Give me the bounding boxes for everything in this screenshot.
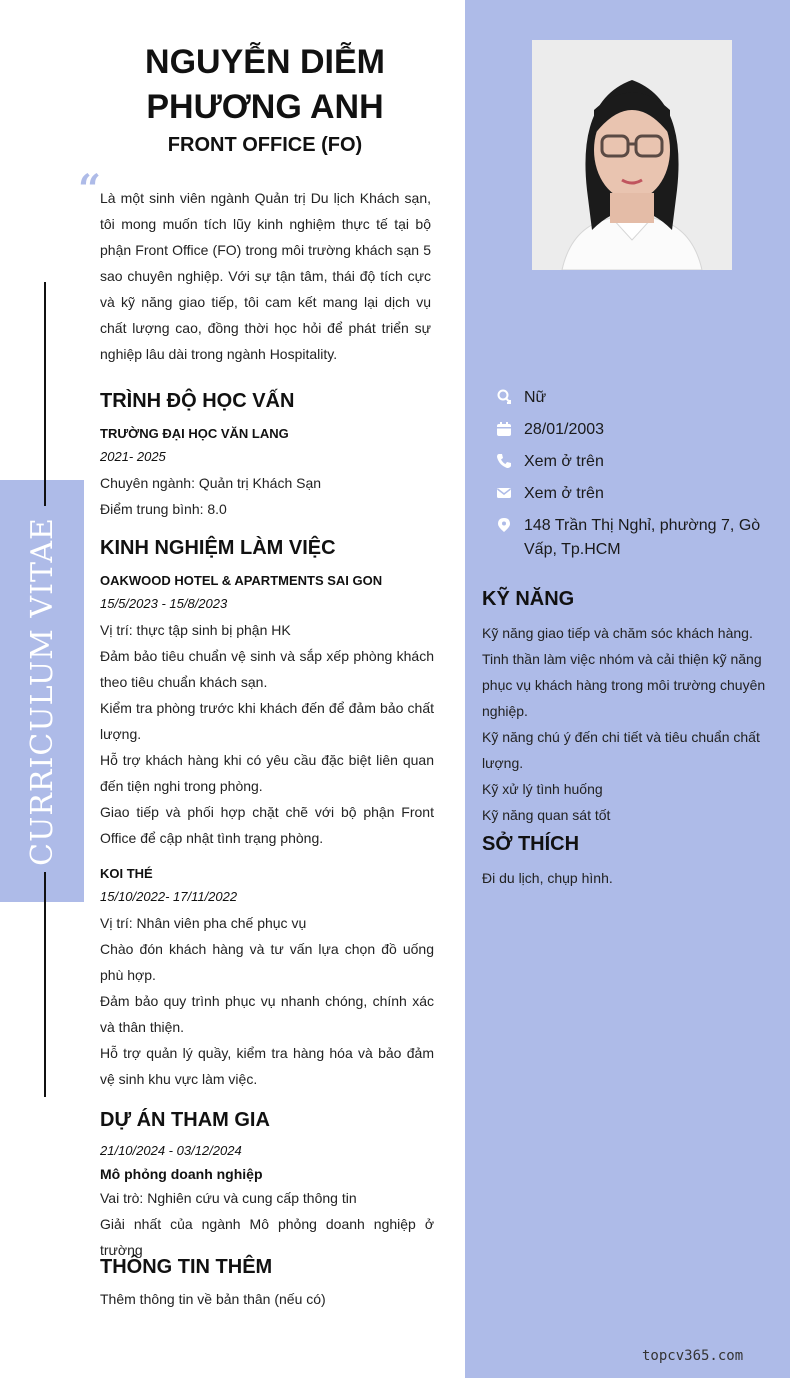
contact-text: Nữ xyxy=(524,389,547,406)
divider-line-bottom xyxy=(44,872,46,1097)
job-line: Kiểm tra phòng trước khi khách đến để đảm bảo chất lượng. xyxy=(100,700,434,742)
project-line: Giải nhất của ngành Mô phỏng doanh nghiệp ở trường xyxy=(100,1216,434,1258)
job-line: Hỗ trợ khách hàng khi có yêu cầu đặc biệt liên quan đến tiện nghi trong phòng. xyxy=(100,752,434,794)
skill-line: Tinh thần làm việc nhóm và cải thiện kỹ năng phục vụ khách hàng trong môi trường chuyên nghiệp. xyxy=(482,651,766,719)
hobbies-section xyxy=(482,831,772,891)
skill-line: Kỹ năng chú ý đến chi tiết và tiêu chuẩn chất lượng. xyxy=(482,729,760,771)
education-section xyxy=(100,388,434,522)
contact-email xyxy=(496,482,776,506)
company-name: KOI THÉ xyxy=(100,866,153,881)
side-label-wrap xyxy=(0,480,84,902)
experience-item-2 xyxy=(100,864,434,1092)
additional-title: THÔNG TIN THÊM xyxy=(100,1256,273,1278)
job-line: Vị trí: Nhân viên pha chế phục vụ xyxy=(100,915,307,931)
job-line: Hỗ trợ quản lý quầy, kiểm tra hàng hóa và bảo đảm vệ sinh khu vực làm việc. xyxy=(100,1045,434,1087)
job-line: Giao tiếp và phối hợp chặt chẽ với bộ phận Front Office để cập nhật tình trạng phòng. xyxy=(100,804,434,846)
job-line: Đảm bảo quy trình phục vụ nhanh chóng, chính xác và thân thiện. xyxy=(100,993,434,1035)
job-period: 15/10/2022- 17/11/2022 xyxy=(100,889,238,904)
skill-line: Kỹ năng giao tiếp và chăm sóc khách hàng. xyxy=(482,625,753,641)
job-line: Đảm bảo tiêu chuẩn vệ sinh và sắp xếp phòng khách theo tiêu chuẩn khách sạn. xyxy=(100,648,434,690)
gender-icon xyxy=(496,389,512,405)
contact-text: 148 Trần Thị Nghỉ, phường 7, Gò Vấp, Tp.HCM xyxy=(524,517,761,558)
portrait-image xyxy=(532,40,732,270)
projects-section xyxy=(100,1107,434,1263)
hobbies-title: SỞ THÍCH xyxy=(482,833,580,855)
contact-list xyxy=(496,386,776,570)
watermark: topcv365.com xyxy=(642,1348,744,1364)
experience-section xyxy=(100,535,434,851)
skill-line: Kỹ xử lý tình huống xyxy=(482,781,603,797)
phone-icon xyxy=(496,453,512,469)
contact-text: 28/01/2003 xyxy=(524,421,605,438)
projects-title: DỰ ÁN THAM GIA xyxy=(100,1109,270,1131)
quote-icon: “ xyxy=(78,166,102,213)
contact-text: Xem ở trên xyxy=(524,453,604,470)
email-icon xyxy=(496,485,512,501)
skills-title: KỸ NĂNG xyxy=(482,588,575,610)
education-line: Điểm trung bình: 8.0 xyxy=(100,501,227,517)
contact-gender xyxy=(496,386,776,410)
divider-line-top xyxy=(44,282,46,506)
hobbies-text: Đi du lịch, chụp hình. xyxy=(482,870,613,886)
career-objective: Là một sinh viên ngành Quản trị Du lịch Khách sạn, tôi mong muốn tích lũy kinh nghiệm thực tế tại bộ phận Front Office (FO) trong môi trường khách sạn 5 sao chuyên nghiệp. Với sự tận tâm, thái độ tích cực và kỹ năng giao tiếp, tôi cam kết mang lại dịch vụ chất lượng cao, đồng thời học hỏi để phát triển sự nghiệp lâu dài trong ngành Hospitality. xyxy=(100,190,431,362)
additional-section xyxy=(100,1254,434,1312)
skills-section xyxy=(482,586,772,828)
project-name: Mô phỏng doanh nghiệp xyxy=(100,1166,263,1182)
education-title: TRÌNH ĐỘ HỌC VẤN xyxy=(100,390,295,412)
contact-birthday xyxy=(496,418,776,442)
additional-text: Thêm thông tin về bản thân (nếu có) xyxy=(100,1291,326,1307)
job-line: Chào đón khách hàng và tư vấn lựa chọn đồ uống phù hợp. xyxy=(100,941,434,983)
location-icon xyxy=(496,517,512,533)
contact-text: Xem ở trên xyxy=(524,485,604,502)
candidate-name: NGUYỄN DIỄM PHƯƠNG ANH xyxy=(145,43,385,126)
project-line: Vai trò: Nghiên cứu và cung cấp thông tin xyxy=(100,1190,357,1206)
school-name: TRƯỜNG ĐẠI HỌC VĂN LANG xyxy=(100,426,289,441)
experience-title: KINH NGHIỆM LÀM VIỆC xyxy=(100,537,336,559)
job-line: Vị trí: thực tập sinh bị phận HK xyxy=(100,622,291,638)
profile-photo xyxy=(532,40,732,270)
skill-line: Kỹ năng quan sát tốt xyxy=(482,807,611,823)
job-position: FRONT OFFICE (FO) xyxy=(167,134,363,156)
job-period: 15/5/2023 - 15/8/2023 xyxy=(100,596,228,611)
education-line: Chuyên ngành: Quản trị Khách Sạn xyxy=(100,475,322,491)
project-period: 21/10/2024 - 03/12/2024 xyxy=(100,1143,242,1158)
education-period: 2021- 2025 xyxy=(100,449,166,464)
contact-phone xyxy=(496,450,776,474)
company-name: OAKWOOD HOTEL & APARTMENTS SAI GON xyxy=(100,573,383,588)
calendar-icon xyxy=(496,421,512,437)
contact-address xyxy=(496,514,776,562)
side-label: CURRICULUM VITAE xyxy=(24,516,60,866)
